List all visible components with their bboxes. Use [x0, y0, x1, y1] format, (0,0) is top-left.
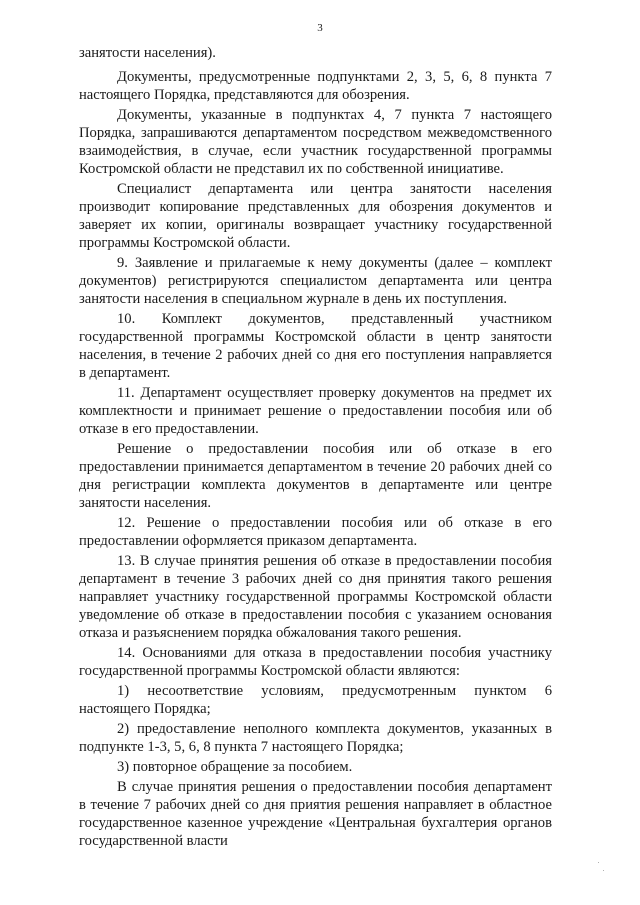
paragraph-continuation: занятости населения). [79, 45, 216, 61]
scan-artifact [598, 862, 599, 863]
paragraph-payment-decision: В случае принятия решения о предоставлении пособия департамент в течение 7 рабочих дней со дня приятия решения направляет в областное государственное казенное учреждение «Центральная бухгалтерия органов государственной власти [79, 779, 552, 849]
paragraph-item-10: 10. Комплект документов, представленный участником государственной программы Костромской области в центр занятости населения, в течение 2 рабочих дней со дня его поступления направляется в департамент. [79, 311, 552, 381]
paragraph-documents-for-review: Документы, предусмотренные подпунктами 2, 3, 5, 6, 8 пункта 7 настоящего Порядка, представляются для обозрения. [79, 69, 552, 103]
paragraph-item-12: 12. Решение о предоставлении пособия или об отказе в его предоставлении оформляется приказом департамента. [79, 515, 552, 549]
paragraph-documents-requested: Документы, указанные в подпунктах 4, 7 пункта 7 настоящего Порядка, запрашиваются департаментом посредством межведомственного взаимодействия, в случае, если участник государственной программы Костромской области не представил их по собственной инициативе. [79, 107, 552, 177]
paragraph-item-13: 13. В случае принятия решения об отказе в предоставлении пособия департамент в течение 3 рабочих дней со дня принятия такого решения направляет участнику государственной программы Костромской области уведомление об отказе в предоставлении пособия с указанием основания отказа и разъяснением порядка обжалования такого решения. [79, 553, 552, 641]
paragraph-decision-term: Решение о предоставлении пособия или об отказе в его предоставлении принимается департаментом в течение 20 рабочих дней со дня регистрации комплекта документов в департаменте или центре занятости населения. [79, 441, 552, 511]
list-item-2: 2) предоставление неполного комплекта документов, указанных в подпункте 1-3, 5, 6, 8 пункта 7 настоящего Порядка; [79, 721, 552, 755]
page-number: 3 [317, 22, 323, 34]
paragraph-specialist-copying: Специалист департамента или центра занятости населения производит копирование представленных для обозрения документов и заверяет их копии, оригиналы возвращает участнику государственной программы Костромской области. [79, 181, 552, 251]
document-body [79, 44, 552, 852]
paragraph-item-14: 14. Основаниями для отказа в предоставлении пособия участнику государственной программы Костромской области являются: [79, 645, 552, 679]
paragraph-item-11: 11. Департамент осуществляет проверку документов на предмет их комплектности и принимает решение о предоставлении пособия или об отказе в его предоставлении. [79, 385, 552, 437]
list-item-1: 1) несоответствие условиям, предусмотренным пунктом 6 настоящего Порядка; [79, 683, 552, 717]
paragraph-item-9: 9. Заявление и прилагаемые к нему документы (далее – комплект документов) регистрируются специалистом департамента или центра занятости населения в специальном журнале в день их поступления. [79, 255, 552, 307]
scan-artifact [603, 870, 604, 871]
list-item-3: 3) повторное обращение за пособием. [117, 759, 353, 775]
